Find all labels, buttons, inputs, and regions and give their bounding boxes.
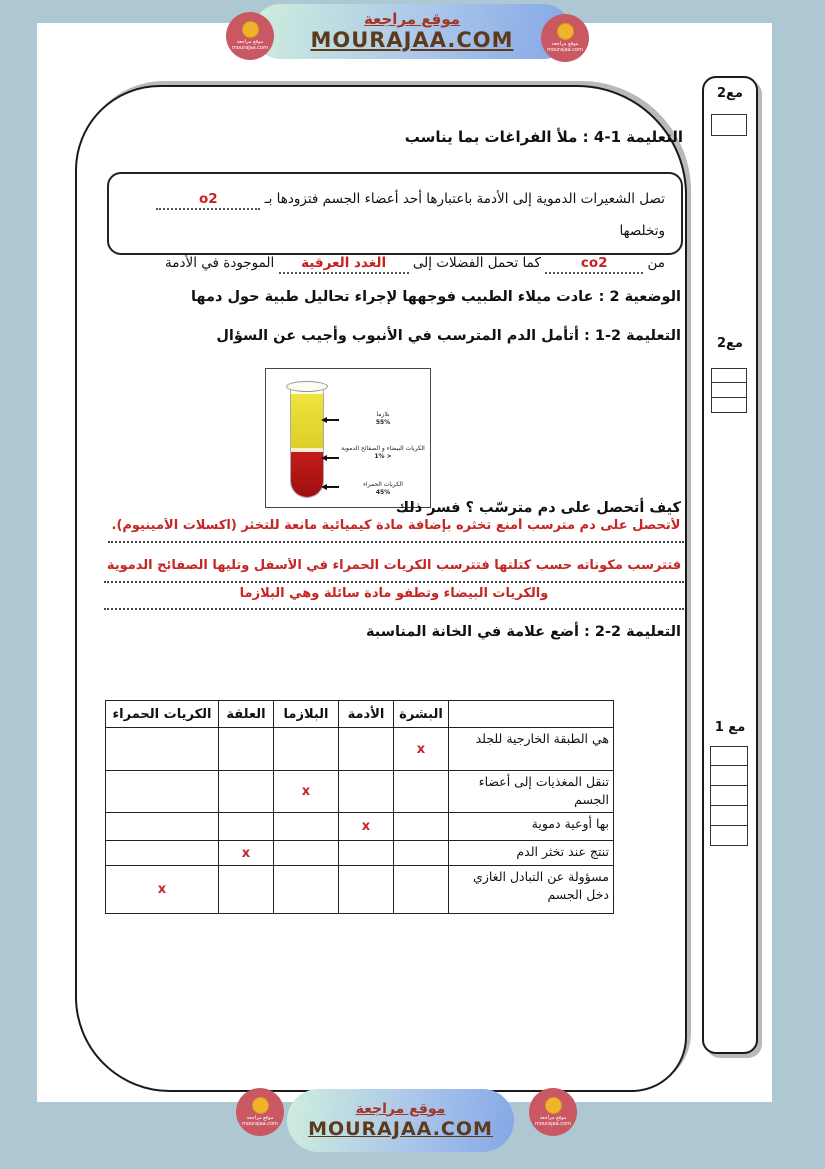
score-box [711,114,747,136]
mark-cell [106,813,219,841]
site-name-latin: MOURAJAA.COM [310,27,514,52]
site-logo-badge [541,14,589,62]
site-banner-bottom [287,1089,514,1152]
score-box [711,368,747,383]
mark-cell [394,841,449,866]
fill-text-part2: وتخلصها [619,223,665,239]
classification-table [105,700,614,914]
tube-contents [290,387,324,498]
score-box [710,826,748,846]
instruction-2-1-title: التعليمة 2-1 : أتأمل الدم المترسب في الأنبوب وأجيب عن السؤال [216,328,681,344]
handwritten-answer-line: والكريات البيضاء وتطفو مادة سائلة وهي البلازما [104,586,684,610]
column-header: الكريات الحمراء [106,701,219,728]
table-row [106,813,614,841]
score-box [710,786,748,806]
site-name-latin: MOURAJAA.COM [308,1117,493,1140]
statement-cell: تنتج عند تخثر الدم [449,841,614,866]
site-logo-badge [226,12,274,60]
score-box-stack [711,368,747,413]
fill-in-the-blanks-box [107,172,683,271]
statement-cell: هي الطبقة الخارجية للجلد [449,728,614,771]
fill-text-part5: الموجودة في الأدمة [165,255,275,271]
label-text: الكريات البيضاء و الصفائح الدموية [341,445,425,452]
column-header: البشرة [394,701,449,728]
score-box [711,398,747,413]
mark-cell [339,841,394,866]
pointer-icon [324,486,339,488]
mark-cell [339,771,394,813]
situation-2-title: الوضعية 2 : عادت ميلاء الطبيب فوجهها لإجراء تحاليل طبية حول دمها [190,289,681,305]
logo-book-icon [252,1097,269,1114]
mark-cell [394,866,449,914]
mark-cell [219,728,274,771]
mark-cell [274,866,339,914]
mark-cell [219,866,274,914]
mark-cell [106,841,219,866]
badge-label-ar: موقع مراجعة [236,39,264,45]
site-logo-badge [236,1088,284,1136]
mark-cell: x [219,841,274,866]
table-row [106,841,614,866]
mark-cell [219,813,274,841]
figure-label-rbc [340,481,426,497]
label-value: 45% [375,489,391,497]
mark-cell [219,771,274,813]
table-header-row [106,701,614,728]
blank-answer-co2: co2 [545,256,643,274]
blank-answer-o2: o2 [156,192,260,210]
badge-label-ar: موقع مراجعة [539,1115,567,1121]
mark-cell [106,728,219,771]
mark-cell: x [394,728,449,771]
marks-label-bottom: مع 1 [714,720,746,735]
label-value: 55% [375,419,391,427]
statement-cell: تنقل المغذيات إلى أعضاء الجسم [449,771,614,813]
mark-cell [274,728,339,771]
test-tube [290,381,324,499]
score-box [710,746,748,766]
badge-label-ar: موقع مراجعة [246,1115,274,1121]
label-text: الكريات الحمراء [363,481,403,488]
column-header: البلازما [274,701,339,728]
logo-book-icon [242,21,259,38]
mark-cell: x [339,813,394,841]
figure-label-plasma [340,411,426,427]
table-row [106,728,614,771]
score-box [711,383,747,398]
badge-label-en: mourajaa.com [241,1120,278,1127]
mark-cell: x [106,866,219,914]
figure-label-buffy [340,445,426,461]
mark-cell [394,771,449,813]
question-text: كيف أتحصل على دم مترسّب ؟ فسر ذلك [395,500,681,516]
marks-label-top: مع2 [717,86,743,101]
fill-text-part1: تصل الشعيرات الدموية إلى الأدمة باعتبارها أحد أعضاء الجسم فتزودها بـ [264,191,665,207]
logo-book-icon [545,1097,562,1114]
table-row [106,771,614,813]
handwritten-answer-line: فتترسب مكوناته حسب كتلتها فتترسب الكريات الحمراء في الأسفل وتليها الصفائح الدموية [104,558,684,583]
mark-cell [106,771,219,813]
mark-cell [274,841,339,866]
score-box-stack [710,746,748,846]
mark-cell [339,728,394,771]
mark-cell [274,813,339,841]
statement-cell: بها أوعية دموية [449,813,614,841]
statement-cell: مسؤولة عن التبادل الغازي دخل الجسم [449,866,614,914]
mark-cell: x [274,771,339,813]
marks-column [702,76,758,1054]
mark-cell [339,866,394,914]
label-text: بلازما [376,411,390,418]
badge-label-en: mourajaa.com [546,46,583,53]
pointer-icon [324,419,339,421]
site-banner-top [253,4,571,59]
instruction-2-2-title: التعليمة 2-2 : أضع علامة في الخانة المناسبة [366,624,681,640]
mark-cell [394,813,449,841]
site-name-arabic: موقع مراجعة [355,1100,446,1117]
table-row [106,866,614,914]
badge-label-ar: موقع مراجعة [551,41,579,47]
marks-label-middle: مع2 [717,336,743,351]
score-box [710,806,748,826]
label-value: < 1% [374,453,392,461]
badge-label-en: mourajaa.com [231,44,268,51]
badge-label-en: mourajaa.com [534,1120,571,1127]
blood-tube-figure [265,368,431,508]
site-logo-badge [529,1088,577,1136]
column-header: العلقة [219,701,274,728]
fill-text-part4: كما تحمل الفضلات إلى [412,255,541,271]
blank-answer-sweat-glands: الغدد العرقية [279,256,409,274]
column-header: الأدمة [339,701,394,728]
fill-text-part3: من [647,255,665,271]
site-name-arabic: موقع مراجعة [363,9,461,28]
score-box [710,766,748,786]
pointer-icon [324,457,339,459]
logo-book-icon [557,23,574,40]
tube-rim [286,381,328,392]
instruction-1-4-title: التعليمة 1-4 : ملأ الفراغات بما يناسب [404,128,683,146]
statement-header [449,701,614,728]
handwritten-answer-line: لأتحصل على دم مترسب أمنع تخثره بإضافة مادة كيميائية مانعة للتخثر (اكسلات الأمينيوم). [108,518,684,543]
